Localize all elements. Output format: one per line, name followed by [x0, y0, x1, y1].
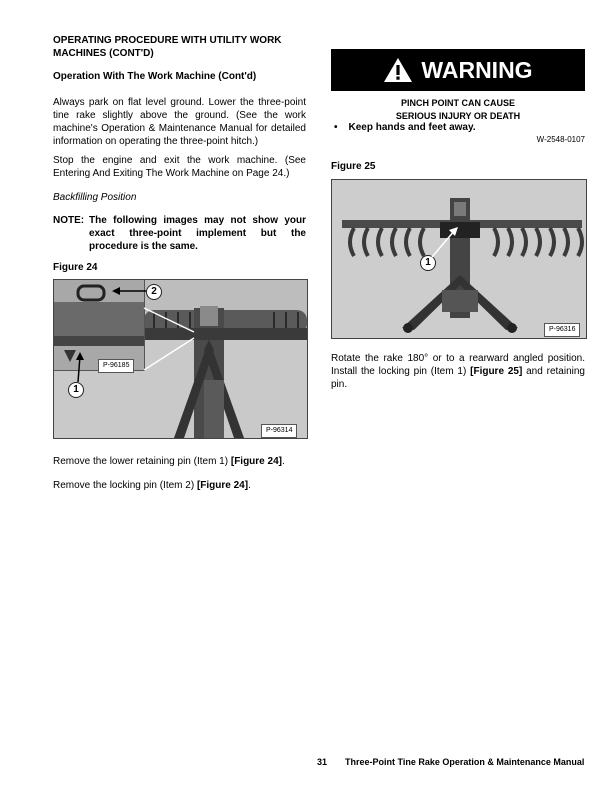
figure-24-inset [54, 280, 145, 371]
figure-24-label: Figure 24 [53, 262, 98, 273]
backfilling-heading: Backfilling Position [53, 192, 137, 203]
warning-bullet-text: Keep hands and feet away. [348, 122, 476, 133]
warning-line1: PINCH POINT CAN CAUSE [400, 98, 515, 108]
paragraph-stop-engine: Stop the engine and exit the work machine. (See Entering And Exiting The Work Machine on Page 24.) [53, 155, 306, 179]
figure-24-inset-id: P-96185 [98, 359, 134, 373]
warning-message [331, 97, 585, 123]
step-remove-locking-pin-text: Remove the locking pin (Item 2) [53, 480, 197, 491]
paragraph-rotate-rake-ref: [Figure 25] [470, 366, 523, 377]
paragraph-rotate-rake-end: and retaining pin. [331, 366, 585, 390]
warning-code: W-2548-0107 [536, 135, 585, 144]
figure-24-photo-id: P-96314 [261, 424, 297, 438]
figure-24-callout-2: 2 [146, 284, 162, 300]
step-remove-locking-pin-ref: [Figure 24] [196, 480, 249, 491]
manual-title: Three-Point Tine Rake Operation & Maintenance Manual [345, 757, 585, 767]
step-remove-locking-pin [53, 479, 251, 492]
step-remove-lower-pin [53, 455, 285, 468]
warning-banner [331, 49, 585, 91]
figure-25-label: Figure 25 [331, 161, 376, 172]
section-title [53, 34, 313, 60]
step-remove-lower-pin-ref: [Figure 24] [230, 456, 282, 467]
step-remove-lower-pin-end: . [281, 456, 285, 467]
figure-25-photo [331, 179, 587, 339]
note-label: NOTE: [53, 215, 85, 226]
step-remove-locking-pin-end: . [248, 480, 251, 491]
step-remove-lower-pin-text: Remove the lower retaining pin (Item 1) [53, 456, 231, 467]
page-number: 31 [317, 757, 328, 767]
paragraph-rotate-rake [331, 352, 585, 391]
paragraph-park: Always park on flat level ground. Lower the three-point tine rake slightly above the ground. (See the work machine's Operation & Maintenance Manual for detailed information on operating the three-point hitch.) [53, 97, 306, 147]
section-title-line1: OPERATING PROCEDURE WITH UTILITY WORK [53, 35, 282, 46]
subheading: Operation With The Work Machine (Cont'd) [53, 71, 257, 82]
bullet-dot: • [334, 122, 338, 133]
figure-24-photo [53, 279, 308, 439]
warning-line2: SERIOUS INJURY OR DEATH [395, 111, 521, 121]
figure-24-inset-illustration [54, 280, 144, 370]
figure-25-photo-id: P-96316 [544, 323, 580, 337]
figure-24-callout-1: 1 [68, 382, 84, 398]
paragraph-rotate-rake-text: Rotate the rake 180° or to a rearward angled position. Install the locking pin (Item 1) [331, 353, 585, 377]
warning-title: WARNING [421, 56, 533, 83]
figure-25-illustration [332, 180, 586, 338]
note-text: The following images may not show your exact three-point implement but the procedure is the same. [89, 215, 306, 252]
figure-25-callout-1: 1 [420, 255, 436, 271]
section-title-line2: MACHINES (CONT'D) [53, 48, 154, 59]
warning-triangle-icon [383, 57, 413, 83]
warning-bullet [334, 121, 476, 134]
